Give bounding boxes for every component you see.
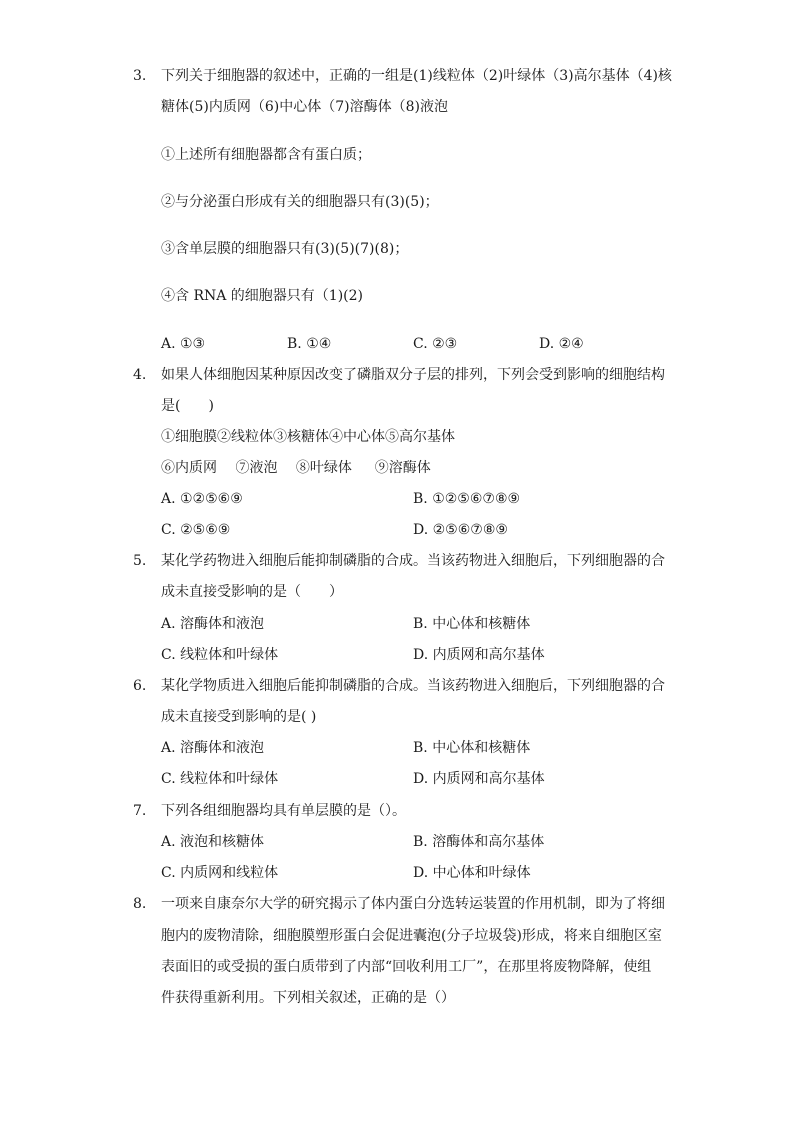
statement: ③含单层膜的细胞器只有(3)(5)(7)(8)； <box>161 241 409 257</box>
option-d[interactable]: D. 中心体和叶绿体 <box>413 865 531 881</box>
option-a[interactable]: A. 溶酶体和液泡 <box>161 616 265 632</box>
option-c[interactable]: C. ②⑤⑥⑨ <box>161 522 231 538</box>
option-a[interactable]: A. 溶酶体和液泡 <box>161 740 265 756</box>
statement: ①上述所有细胞器都含有蛋白质； <box>161 147 371 163</box>
option-a[interactable]: A. 液泡和核糖体 <box>161 834 265 850</box>
question-text-line: 成未直接受影响的是（ ） <box>161 584 343 600</box>
option-b[interactable]: B. 中心体和核糖体 <box>413 740 531 756</box>
option-b[interactable]: B. ①②⑤⑥⑦⑧⑨ <box>413 491 521 507</box>
question-text-line: 下列关于细胞器的叙述中，正确的一组是(1)线粒体（2)叶绿体（3)高尔基体（4)核 <box>161 68 672 84</box>
option-d[interactable]: D. 内质网和高尔基体 <box>413 771 545 787</box>
question-text-line: 下列各组细胞器均具有单层膜的是（）。 <box>161 803 406 819</box>
question-number: 5. <box>133 553 147 569</box>
option-c[interactable]: C. 线粒体和叶绿体 <box>161 771 279 787</box>
option-c[interactable]: C. 内质网和线粒体 <box>161 865 279 881</box>
option-c[interactable]: C. 线粒体和叶绿体 <box>161 647 279 663</box>
question-text-line: 表面旧的或受损的蛋白质带到了内部“回收利用工厂”，在那里将废物降解，使组 <box>161 959 652 975</box>
question-text-line: 某化学药物进入细胞后能抑制磷脂的合成。当该药物进入细胞后，下列细胞器的合 <box>161 553 665 569</box>
statement: ①细胞膜②线粒体③核糖体④中心体⑤高尔基体 <box>161 429 455 445</box>
question-text-line: 糖体(5)内质网（6)中心体（7)溶酶体（8)液泡 <box>161 99 448 115</box>
statement: ②与分泌蛋白形成有关的细胞器只有(3)(5)； <box>161 194 439 210</box>
question-number: 8. <box>133 896 147 912</box>
option-a[interactable]: A. ①③ <box>161 336 206 352</box>
option-c[interactable]: C. ②③ <box>413 336 458 352</box>
question-number: 3. <box>133 68 147 84</box>
question-text-line: 一项来自康奈尔大学的研究揭示了体内蛋白分选转运装置的作用机制，即为了将细 <box>161 896 665 912</box>
option-d[interactable]: D. ②④ <box>539 336 584 352</box>
option-d[interactable]: D. ②⑤⑥⑦⑧⑨ <box>413 522 508 538</box>
question-text-line: 件获得重新利用。下列相关叙述，正确的是（） <box>161 990 455 1006</box>
question-text-line: 某化学物质进入细胞后能抑制磷脂的合成。当该药物进入细胞后，下列细胞器的合 <box>161 678 665 694</box>
question-text-line: 成未直接受到影响的是( ) <box>161 709 317 725</box>
option-b[interactable]: B. ①④ <box>287 336 332 352</box>
statement: ⑥内质网 ⑦液泡 ⑧叶绿体 ⑨溶酶体 <box>161 460 431 476</box>
question-number: 7. <box>133 803 147 819</box>
question-text-line: 是( ) <box>161 398 214 414</box>
question-number: 4. <box>133 367 147 383</box>
option-d[interactable]: D. 内质网和高尔基体 <box>413 647 545 663</box>
option-b[interactable]: B. 中心体和核糖体 <box>413 616 531 632</box>
question-text-line: 胞内的废物清除，细胞膜塑形蛋白会促进囊泡(分子垃圾袋)形成，将来自细胞区室 <box>161 928 662 944</box>
statement: ④含 RNA 的细胞器只有（1)(2) <box>161 288 364 304</box>
question-text-line: 如果人体细胞因某种原因改变了磷脂双分子层的排列，下列会受到影响的细胞结构 <box>161 367 665 383</box>
question-number: 6. <box>133 678 147 694</box>
option-b[interactable]: B. 溶酶体和高尔基体 <box>413 834 545 850</box>
option-a[interactable]: A. ①②⑤⑥⑨ <box>161 491 243 507</box>
